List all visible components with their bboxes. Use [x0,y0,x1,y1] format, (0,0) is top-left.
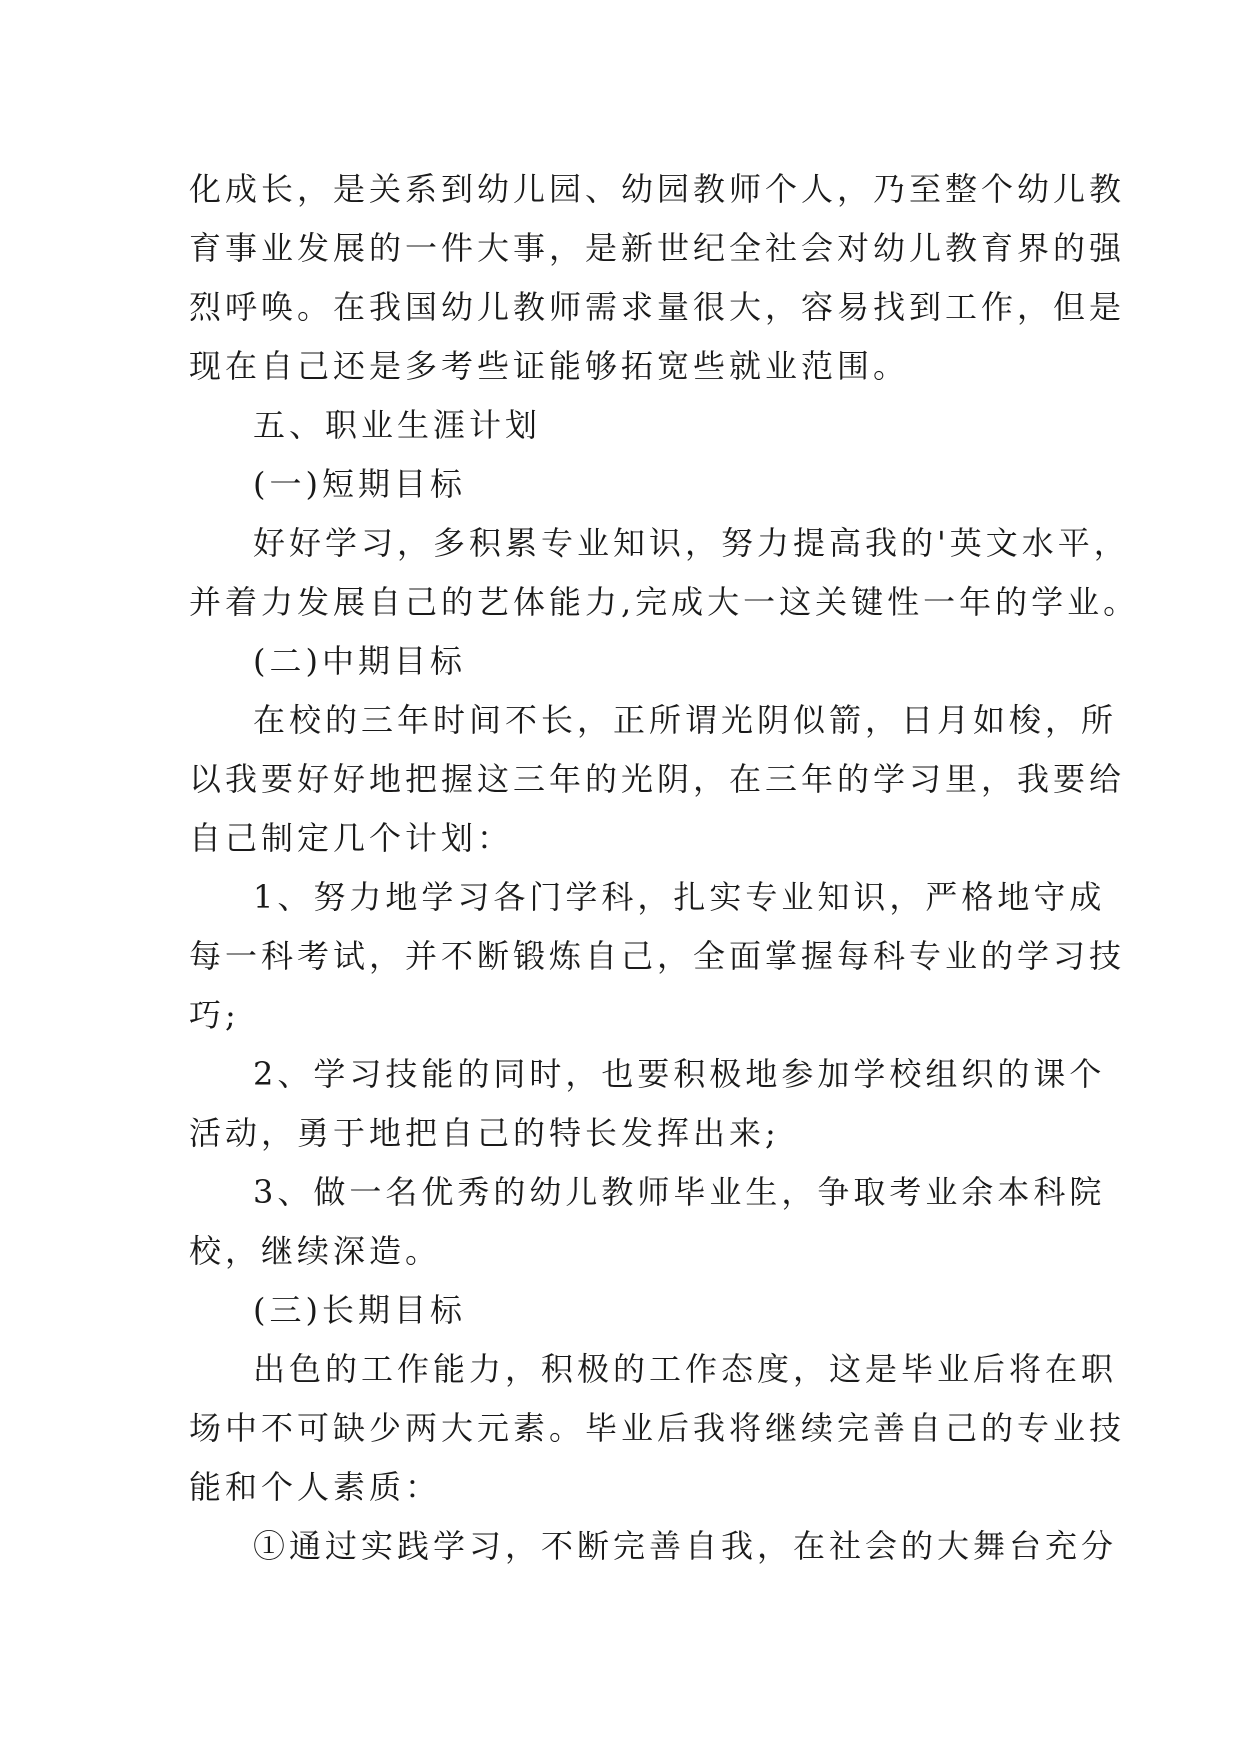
document-body [189,160,1140,1576]
text-line: 场中不可缺少两大元素。毕业后我将继续完善自己的专业技 [189,1409,1126,1447]
text-line: ①通过实践学习，不断完善自我，在社会的大舞台充分 [253,1527,1118,1565]
text-line: 3、做一名优秀的幼儿教师毕业生，争取考业余本科院 [253,1173,1106,1211]
text-line: 化成长，是关系到幼儿园、幼园教师个人，乃至整个幼儿教 [189,170,1126,208]
text-line: (三)长期目标 [253,1291,466,1329]
text-line: 1、努力地学习各门学科，扎实专业知识，严格地守成 [253,878,1106,916]
text-line: (一)短期目标 [253,465,466,503]
text-line: (二)中期目标 [253,642,466,680]
text-line: 五、职业生涯计划 [253,406,542,444]
text-line: 能和个人素质： [189,1468,442,1506]
text-line: 自己制定几个计划： [189,819,514,857]
text-line: 烈呼唤。在我国幼儿教师需求量很大，容易找到工作，但是 [189,288,1126,326]
text-line: 巧; [189,996,240,1034]
text-line: 好好学习，多积累专业知识，努力提高我的'英文水平， [253,524,1130,562]
text-line: 2、学习技能的同时，也要积极地参加学校组织的课个 [253,1055,1106,1093]
text-line: 在校的三年时间不长，正所谓光阴似箭，日月如梭，所 [253,701,1118,739]
text-line: 活动，勇于地把自己的特长发挥出来; [189,1114,780,1152]
text-line: 出色的工作能力，积极的工作态度，这是毕业后将在职 [253,1350,1118,1388]
text-line: 并着力发展自己的艺体能力,完成大一这关键性一年的学业。 [189,583,1140,621]
text-line: 以我要好好地把握这三年的光阴，在三年的学习里，我要给 [189,760,1126,798]
text-line: 现在自己还是多考些证能够拓宽些就业范围。 [189,347,910,385]
text-line: 校，继续深造。 [189,1232,442,1270]
text-line: 每一科考试，并不断锻炼自己，全面掌握每科专业的学习技 [189,937,1126,975]
text-line: 育事业发展的一件大事，是新世纪全社会对幼儿教育界的强 [189,229,1126,267]
